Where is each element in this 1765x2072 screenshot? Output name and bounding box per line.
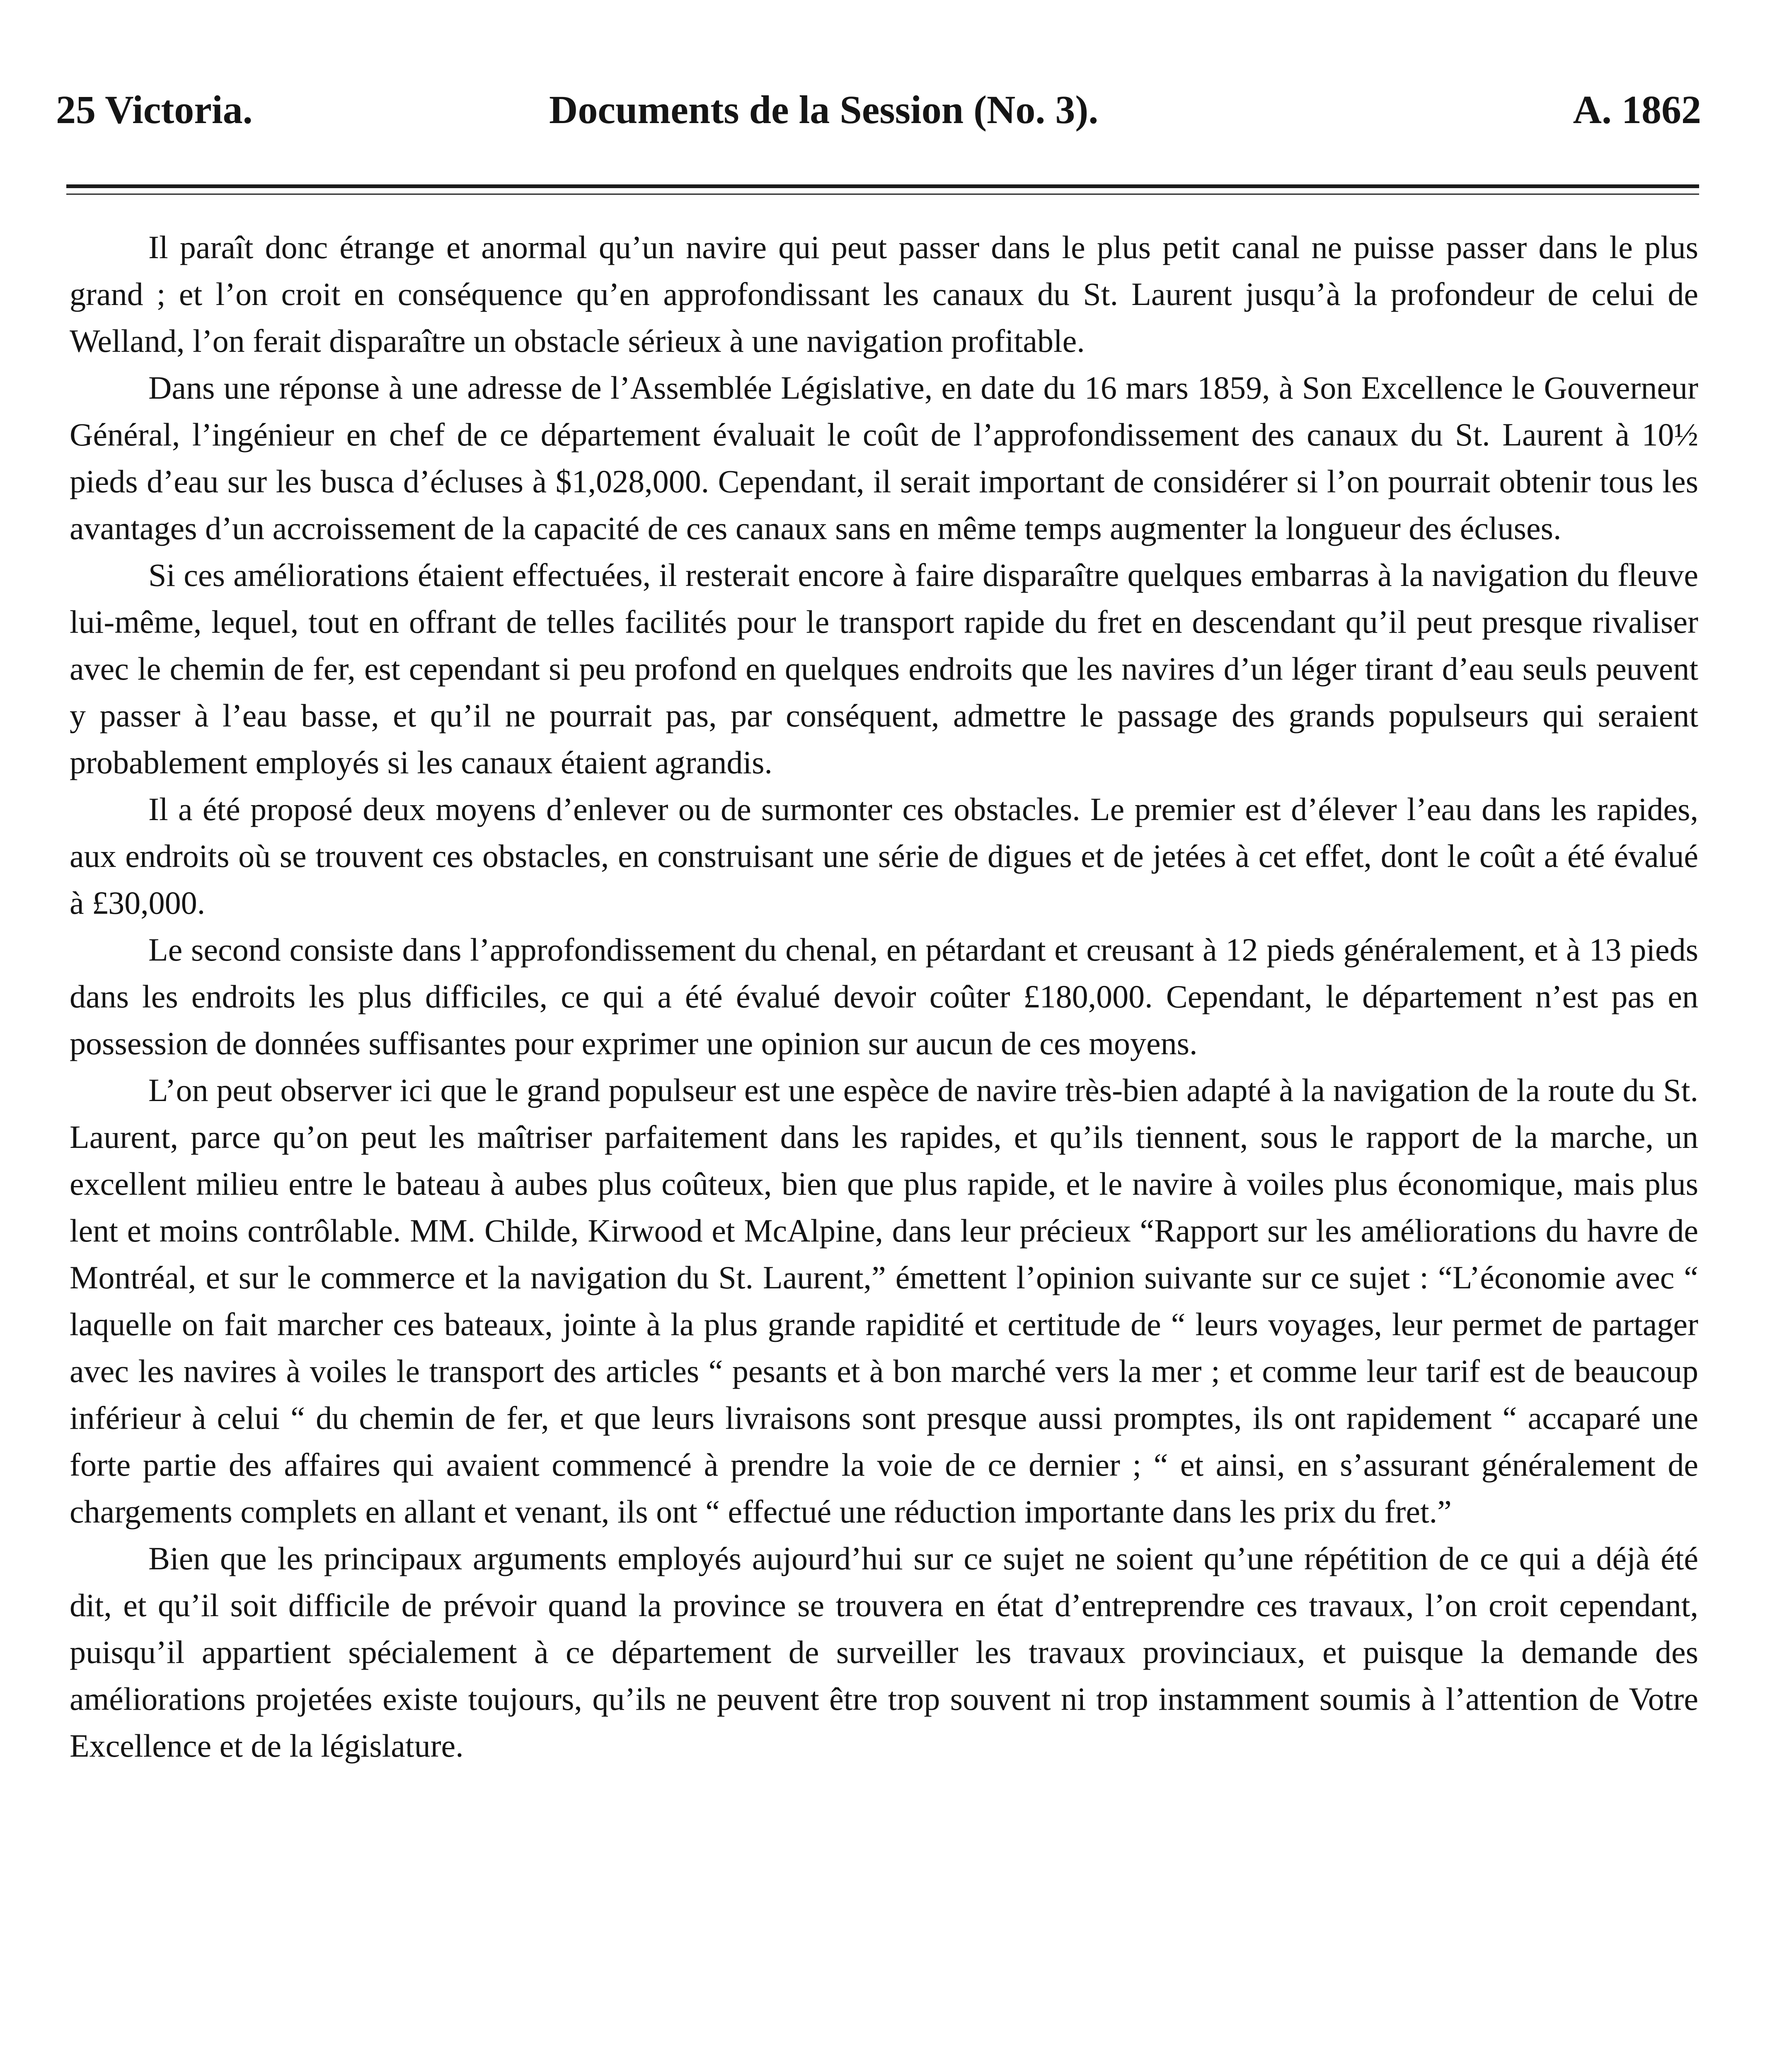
paragraph-deepening-cost: Dans une réponse à une adresse de l’Assemblée Législative, en date du 16 mars 1859, à Son Excellence le Gouverneur Général, l’ingénieur en chef de ce département évaluait le coût de l’approfondissement des canaux du St. Laurent à 10½ pieds d’eau sur les busca d’écluses à $1,028,000. Cependant, il serait important de considérer si l’on pourrait obtenir tous les avantages d’un accroissement de la capacité de ces canaux sans en même temps augmenter la longueur des écluses. <box>70 370 1698 546</box>
paragraph-propeller-vessel: L’on peut observer ici que le grand populseur est une espèce de navire très-bien adapté à la navigation de la route du St. Laurent, parce qu’on peut les maîtriser parfaitement dans les rapides, et qu’ils tiennent, sous le rapport de la marche, un excellent milieu entre le bateau à aubes plus coûteux, bien que plus rapide, et le navire à voiles plus économique, mais plus lent et moins contrôlable. MM. Childe, Kirwood et McAlpine, dans leur précieux “Rapport sur les améliorations du havre de Montréal, et sur le commerce et la navigation du St. Laurent,” émettent l’opinion suivante sur ce sujet : “L’économie avec “ laquelle on fait marcher ces bateaux, jointe à la plus grande rapidité et certitude de “ leurs voyages, leur permet de partager avec les navires à voiles le transport des articles “ pesants et à bon marché vers la mer ; et comme leur tarif est de beaucoup inférieur à celui “ du chemin de fer, et que leurs livraisons sont presque aussi promptes, ils ont rapidement “ accaparé une forte partie des affaires qui avaient commencé à prendre la voie de ce dernier ; “ et ainsi, en s’assurant généralement de chargements complets en allant et venant, ils ont “ effectué une réduction importante dans les prix du fret.” <box>70 1072 1698 1530</box>
header-session-year: 25 Victoria. <box>56 87 253 132</box>
paragraph-conclusion: Bien que les principaux arguments employés aujourd’hui sur ce sujet ne soient qu’une répétition de ce qui a déjà été dit, et qu’il soit difficile de prévoir quand la province se trouvera en état d’entreprendre ces travaux, l’on croit cependant, puisqu’il appartient spécialement à ce département de surveiller les travaux provinciaux, et puisque la demande des améliorations projetées existe toujours, qu’ils ne peuvent être trop souvent ni trop instamment soumis à l’attention de Votre Excellence et de la législature. <box>70 1540 1698 1764</box>
paragraph-canal-depth: Il paraît donc étrange et anormal qu’un navire qui peut passer dans le plus petit canal ne puisse passer dans le plus grand ; et l’on croit en conséquence qu’en approfondissant les canaux du St. Laurent jusqu’à la profondeur de celui de Welland, l’on ferait disparaître un obstacle sérieux à une navigation profitable. <box>70 229 1698 359</box>
paragraph-second-method: Le second consiste dans l’approfondissement du chenal, en pétardant et creusant à 12 pieds généralement, et à 13 pieds dans les endroits les plus difficiles, ce qui a été évalué devoir coûter £180,000. Cependant, le département n’est pas en possession de données suffisantes pour exprimer une opinion sur aucun de ces moyens. <box>70 932 1698 1061</box>
document-body <box>70 224 1698 2072</box>
paragraph-first-method: Il a été proposé deux moyens d’enlever ou de surmonter ces obstacles. Le premier est d’élever l’eau dans les rapides, aux endroits où se trouvent ces obstacles, en construisant une série de digues et de jetées à cet effet, dont le coût a été évalué à £30,000. <box>70 791 1698 921</box>
header-rule-thin <box>66 194 1699 195</box>
header-rule-thick <box>66 184 1699 188</box>
header-document-title: Documents de la Session (No. 3). <box>549 87 1099 132</box>
header-year: A. 1862 <box>1573 87 1701 132</box>
paragraph-river-obstacles: Si ces améliorations étaient effectuées, il resterait encore à faire disparaître quelques embarras à la navigation du fleuve lui-même, lequel, tout en offrant de telles facilités pour le transport rapide du fret en descendant qu’il peut presque rivaliser avec le chemin de fer, est cependant si peu profond en quelques endroits que les navires d’un léger tirant d’eau seuls peuvent y passer à l’eau basse, et qu’il ne pourrait pas, par conséquent, admettre le passage des grands populseurs qui seraient probablement employés si les canaux étaient agrandis. <box>70 557 1698 780</box>
running-header <box>56 79 1701 141</box>
